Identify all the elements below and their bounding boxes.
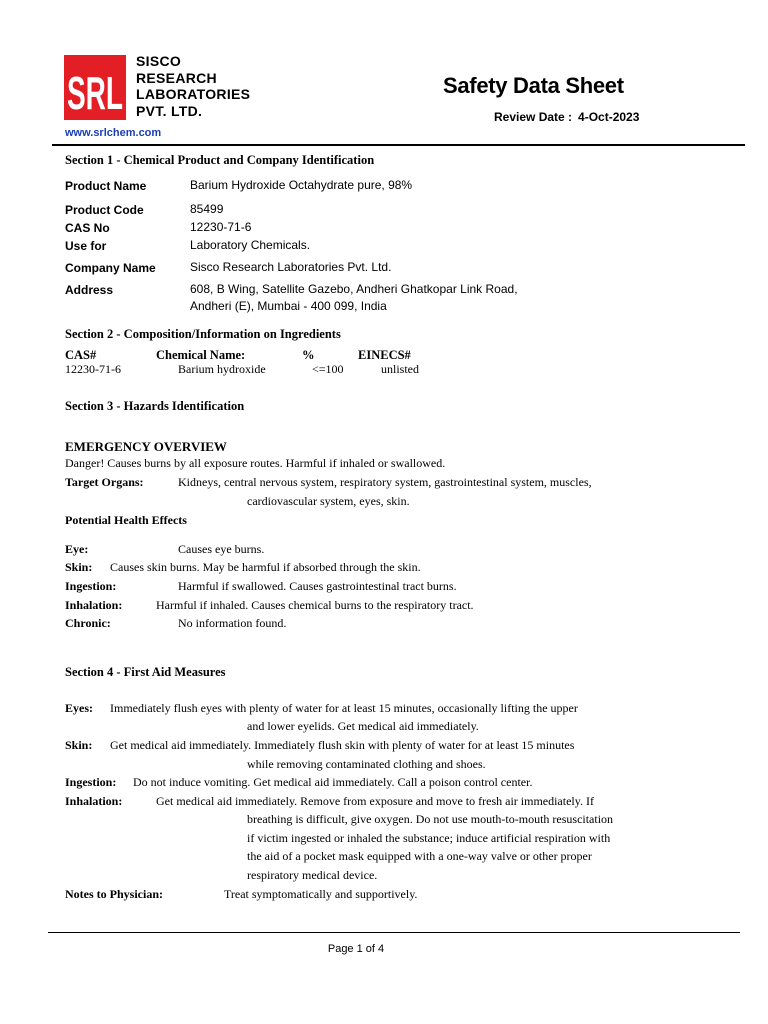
review-date-value: 4-Oct-2023 xyxy=(578,110,640,124)
first-aid-ingestion-label: Ingestion: xyxy=(65,775,117,789)
col-header-cas: CAS# xyxy=(65,348,97,362)
company-logo xyxy=(64,55,126,120)
first-aid-skin-line1: Get medical aid immediately. Immediately flush skin with plenty of water for at least 15 minutes xyxy=(110,738,575,752)
logo-text: SRL xyxy=(67,67,123,119)
website-link[interactable]: www.srlchem.com xyxy=(65,127,162,139)
col-header-chemical-name: Chemical Name: xyxy=(156,348,246,362)
cell-cas: 12230-71-6 xyxy=(65,362,121,376)
target-organs-line2: cardiovascular system, eyes, skin. xyxy=(247,494,410,508)
company-name-line: PVT. LTD. xyxy=(136,102,203,119)
review-date-label: Review Date : xyxy=(494,110,573,124)
document-title: Safety Data Sheet xyxy=(443,73,624,98)
effect-eye-value: Causes eye burns. xyxy=(178,542,265,556)
emergency-overview-text: Danger! Causes burns by all exposure routes. Harmful if inhaled or swallowed. xyxy=(65,456,446,470)
product-code-value: 85499 xyxy=(190,202,224,216)
company-name-line: RESEARCH xyxy=(136,69,217,86)
first-aid-eyes-line1: Immediately flush eyes with plenty of water for at least 15 minutes, occasionally lifting the upper xyxy=(110,701,578,715)
company-name xyxy=(136,53,250,119)
section1-title: Section 1 - Chemical Product and Company Identification xyxy=(65,153,375,167)
use-for-label: Use for xyxy=(65,239,107,253)
first-aid-eyes-line2: and lower eyelids. Get medical aid immediately. xyxy=(247,719,479,733)
header-divider xyxy=(52,144,745,146)
address-label: Address xyxy=(65,283,114,297)
notes-to-physician-label: Notes to Physician: xyxy=(65,887,163,901)
effect-chronic-label: Chronic: xyxy=(65,616,111,630)
product-name-value: Barium Hydroxide Octahydrate pure, 98% xyxy=(190,178,413,192)
address-line2: Andheri (E), Mumbai - 400 099, India xyxy=(190,299,387,313)
first-aid-inhalation-line4: the aid of a pocket mask equipped with a one-way valve or other proper xyxy=(247,849,592,863)
effect-ingestion-value: Harmful if swallowed. Causes gastrointestinal tract burns. xyxy=(178,579,457,593)
effect-chronic-value: No information found. xyxy=(178,616,287,630)
first-aid-inhalation-line1: Get medical aid immediately. Remove from exposure and move to fresh air immediately. If xyxy=(156,794,594,808)
product-name-label: Product Name xyxy=(65,179,147,193)
company-name-line: LABORATORIES xyxy=(136,86,251,103)
cas-no-label: CAS No xyxy=(65,221,110,235)
section2-title: Section 2 - Composition/Information on Ingredients xyxy=(65,327,341,341)
target-organs-label: Target Organs: xyxy=(65,475,144,489)
company-name-line: SISCO xyxy=(136,53,182,69)
first-aid-inhalation-label: Inhalation: xyxy=(65,794,123,808)
company-name-value: Sisco Research Laboratories Pvt. Ltd. xyxy=(190,260,392,274)
first-aid-inhalation-line2: breathing is difficult, give oxygen. Do not use mouth-to-mouth resuscitation xyxy=(247,812,614,826)
footer-divider xyxy=(48,932,740,933)
emergency-overview-title: EMERGENCY OVERVIEW xyxy=(65,439,227,454)
effect-ingestion-label: Ingestion: xyxy=(65,579,117,593)
effect-inhalation-value: Harmful if inhaled. Causes chemical burns to the respiratory tract. xyxy=(156,598,474,612)
cell-percent: <=100 xyxy=(312,362,344,376)
product-code-label: Product Code xyxy=(65,203,144,217)
review-date xyxy=(494,110,645,124)
section3-title: Section 3 - Hazards Identification xyxy=(65,399,245,413)
first-aid-ingestion-value: Do not induce vomiting. Get medical aid immediately. Call a poison control center. xyxy=(133,775,533,789)
effect-eye-label: Eye: xyxy=(65,542,89,556)
cell-chemical-name: Barium hydroxide xyxy=(178,362,266,376)
effect-skin-value: Causes skin burns. May be harmful if absorbed through the skin. xyxy=(110,560,421,574)
first-aid-skin-line2: while removing contaminated clothing and shoes. xyxy=(247,757,486,771)
srl-logo-icon xyxy=(64,55,126,120)
company-name-label: Company Name xyxy=(65,261,156,275)
first-aid-inhalation-line3: if victim ingested or inhaled the substance; induce artificial respiration with xyxy=(247,831,611,845)
target-organs-line1: Kidneys, central nervous system, respiratory system, gastrointestinal system, muscles, xyxy=(178,475,592,489)
first-aid-inhalation-line5: respiratory medical device. xyxy=(247,868,378,882)
notes-to-physician-value: Treat symptomatically and supportively. xyxy=(224,887,418,901)
cas-no-value: 12230-71-6 xyxy=(190,220,252,234)
address-line1: 608, B Wing, Satellite Gazebo, Andheri Ghatkopar Link Road, xyxy=(190,282,518,296)
potential-health-effects-title: Potential Health Effects xyxy=(65,513,187,527)
effect-skin-label: Skin: xyxy=(65,560,93,574)
col-header-percent: % xyxy=(302,348,315,362)
cell-einecs: unlisted xyxy=(381,362,419,376)
col-header-einecs: EINECS# xyxy=(358,348,411,362)
effect-inhalation-label: Inhalation: xyxy=(65,598,123,612)
first-aid-eyes-label: Eyes: xyxy=(65,701,93,715)
section4-title: Section 4 - First Aid Measures xyxy=(65,665,226,679)
first-aid-skin-label: Skin: xyxy=(65,738,93,752)
page-number: Page 1 of 4 xyxy=(327,943,385,955)
use-for-value: Laboratory Chemicals. xyxy=(190,238,311,252)
